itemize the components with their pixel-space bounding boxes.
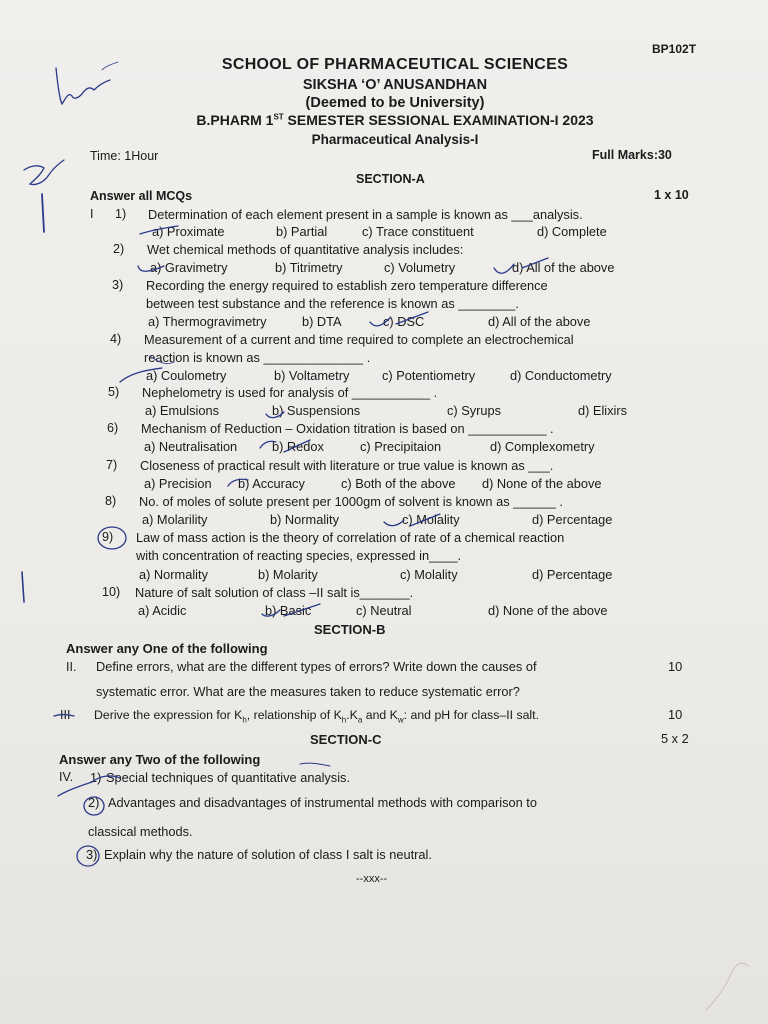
option: b) Partial bbox=[276, 224, 328, 239]
section-b-instruction: Answer any One of the following bbox=[66, 641, 268, 656]
option: d) None of the above bbox=[482, 476, 602, 491]
option: b) DTA bbox=[302, 314, 342, 329]
exam-sup: ST bbox=[273, 112, 284, 122]
option: b) Titrimetry bbox=[275, 260, 343, 275]
deemed-line: (Deemed to be University) bbox=[305, 95, 485, 111]
option: c) Molality bbox=[402, 512, 460, 527]
question-number: 4) bbox=[110, 332, 122, 346]
question-number: 6) bbox=[107, 421, 119, 435]
option: d) Conductometry bbox=[510, 368, 612, 383]
roman-three: III bbox=[60, 708, 71, 722]
question-text: Measurement of a current and time required to complete an electrochemical bbox=[144, 332, 574, 347]
question-number: 10) bbox=[102, 585, 121, 599]
time-label: Time: 1Hour bbox=[90, 149, 159, 163]
question-text: with concentration of reacting species, expressed in____. bbox=[136, 548, 462, 563]
subscript: w bbox=[397, 715, 404, 725]
option: d) All of the above bbox=[488, 314, 591, 329]
roman-two: II. bbox=[66, 660, 77, 674]
option: d) Complexometry bbox=[490, 439, 595, 454]
question-marks: 10 bbox=[668, 659, 683, 674]
section-a-marks: 1 x 10 bbox=[654, 188, 689, 202]
question-number: 8) bbox=[105, 494, 117, 508]
option: d) Percentage bbox=[532, 567, 613, 582]
option: b) Redox bbox=[272, 439, 324, 454]
exam-prefix: B.PHARM 1 bbox=[196, 112, 274, 128]
option: c) Potentiometry bbox=[382, 368, 476, 383]
option: b) Normality bbox=[270, 512, 339, 527]
option: a) Emulsions bbox=[145, 403, 219, 418]
section-c-title: SECTION-C bbox=[310, 732, 382, 747]
question-text: between test substance and the reference is known as ________. bbox=[146, 296, 519, 311]
option: b) Molarity bbox=[258, 567, 318, 582]
question-text: Define errors, what are the different types of errors? Write down the causes of bbox=[96, 659, 537, 674]
question-text: reaction is known as ______________ . bbox=[144, 350, 371, 365]
question-number: 1) bbox=[115, 207, 127, 221]
section-c-instruction: Answer any Two of the following bbox=[59, 752, 261, 767]
question-text: Wet chemical methods of quantitative analysis includes: bbox=[147, 242, 464, 257]
item-number: 2) bbox=[88, 795, 100, 810]
subscript: h bbox=[242, 715, 247, 725]
text-part: .K bbox=[346, 708, 358, 722]
section-a-title: SECTION-A bbox=[356, 172, 425, 186]
item-number: 3) bbox=[86, 847, 98, 862]
option: c) Trace constituent bbox=[362, 224, 474, 239]
subscript: a bbox=[357, 715, 363, 725]
text-part: : and pH for class–II salt. bbox=[403, 708, 539, 722]
option: a) Normality bbox=[139, 567, 208, 582]
question-number: 5) bbox=[108, 385, 120, 399]
option: a) Proximate bbox=[152, 224, 225, 239]
question-text: Mechanism of Reduction – Oxidation titration is based on ___________ . bbox=[141, 421, 554, 436]
university-name: SIKSHA ‘O’ ANUSANDHAN bbox=[302, 77, 488, 93]
question-text: Advantages and disadvantages of instrumental methods with comparison to bbox=[108, 795, 537, 810]
option: c) Molality bbox=[400, 567, 458, 582]
section-a-instruction: Answer all MCQs bbox=[90, 189, 193, 203]
question-text: Closeness of practical result with literature or true value is known as ___. bbox=[140, 458, 554, 473]
option: c) Neutral bbox=[356, 603, 412, 618]
question-text: classical methods. bbox=[88, 824, 193, 839]
option: c) Precipitaion bbox=[360, 439, 442, 454]
question-text: Special techniques of quantitative analysis. bbox=[106, 770, 351, 785]
question-text bbox=[94, 708, 539, 724]
option: c) Volumetry bbox=[384, 260, 456, 275]
option: a) Neutralisation bbox=[144, 439, 238, 454]
option: a) Coulometry bbox=[146, 368, 227, 383]
option: c) Both of the above bbox=[341, 476, 456, 491]
option: d) Complete bbox=[537, 224, 607, 239]
text-part: Derive the expression for K bbox=[94, 708, 243, 722]
question-marks: 10 bbox=[668, 707, 683, 722]
question-text: systematic error. What are the measures taken to reduce systematic error? bbox=[96, 684, 520, 699]
option: a) Precision bbox=[144, 476, 212, 491]
question-text: Recording the energy required to establish zero temperature difference bbox=[146, 278, 548, 293]
section-c-marks: 5 x 2 bbox=[661, 731, 689, 746]
question-number: 7) bbox=[106, 458, 118, 472]
option: c) Syrups bbox=[447, 403, 502, 418]
item-number: 1) bbox=[90, 770, 102, 785]
option: a) Molarility bbox=[142, 512, 208, 527]
option: d) None of the above bbox=[488, 603, 608, 618]
question-number: 3) bbox=[112, 278, 124, 292]
option: a) Thermogravimetry bbox=[148, 314, 267, 329]
course-code: BP102T bbox=[652, 42, 697, 56]
question-text: Determination of each element present in a sample is known as ___analysis. bbox=[148, 207, 583, 222]
roman-one: I bbox=[90, 207, 94, 221]
option: d) Percentage bbox=[532, 512, 613, 527]
question-text: No. of moles of solute present per 1000gm of solvent is known as ______ . bbox=[139, 494, 563, 509]
question-number: 9) bbox=[102, 530, 114, 544]
option: c) DSC bbox=[383, 314, 425, 329]
section-b-title: SECTION-B bbox=[314, 622, 386, 637]
exam-suffix: SEMESTER SESSIONAL EXAMINATION-I 2023 bbox=[283, 112, 594, 128]
question-text: Nature of salt solution of class –II salt is_______. bbox=[135, 585, 414, 600]
footer-mark: --xxx-- bbox=[356, 873, 388, 885]
question-text: Law of mass action is the theory of correlation of rate of a chemical reaction bbox=[136, 530, 565, 545]
question-text: Nephelometry is used for analysis of ___________ . bbox=[142, 385, 438, 400]
school-name: SCHOOL OF PHARMACEUTICAL SCIENCES bbox=[221, 56, 569, 73]
option: b) Basic bbox=[265, 603, 312, 618]
subject-title: Pharmaceutical Analysis-I bbox=[311, 132, 479, 147]
question-number: 2) bbox=[113, 242, 125, 256]
option: a) Gravimetry bbox=[150, 260, 228, 275]
full-marks: Full Marks:30 bbox=[592, 148, 672, 162]
option: d) All of the above bbox=[512, 260, 615, 275]
question-text: Explain why the nature of solution of class I salt is neutral. bbox=[104, 847, 432, 862]
option: b) Accuracy bbox=[238, 476, 305, 491]
text-part: and K bbox=[362, 708, 398, 722]
option: d) Elixirs bbox=[578, 403, 628, 418]
subscript: h bbox=[341, 715, 347, 725]
option: a) Acidic bbox=[138, 603, 187, 618]
roman-four: IV. bbox=[59, 770, 74, 784]
exam-title bbox=[0, 112, 768, 128]
text-part: , relationship of K bbox=[246, 708, 342, 722]
option: b) Suspensions bbox=[272, 403, 361, 418]
option: b) Voltametry bbox=[274, 368, 350, 383]
